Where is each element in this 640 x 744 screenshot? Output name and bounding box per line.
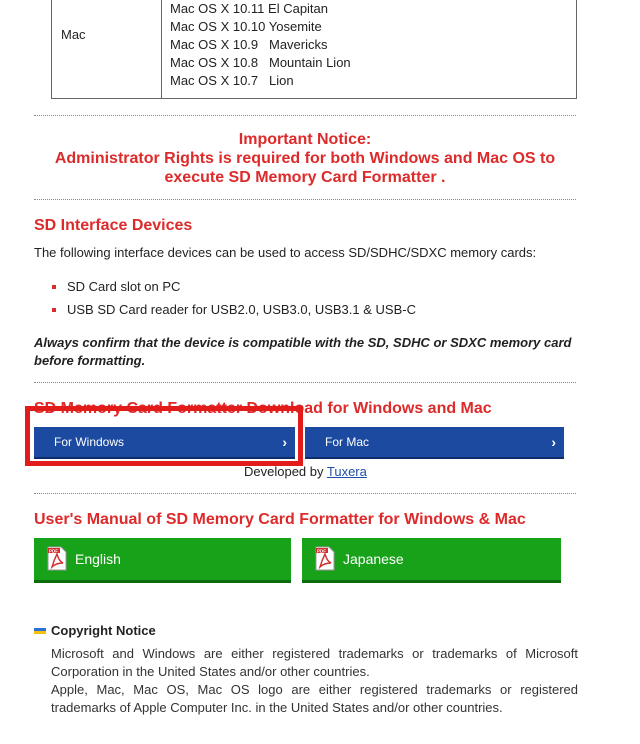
manual-japanese-label: Japanese (343, 551, 404, 567)
divider (34, 382, 576, 383)
svg-text:PDF: PDF (49, 548, 58, 554)
download-heading: SD Memory Card Formatter Download for Windows and Mac (34, 400, 492, 417)
os-compat-table (51, 0, 577, 99)
pdf-icon (46, 546, 68, 571)
divider (34, 115, 576, 116)
download-mac-button[interactable] (305, 427, 564, 457)
copyright-text (51, 645, 578, 717)
developed-by-text: Developed by (244, 464, 324, 479)
notice-title: Important Notice: (238, 131, 372, 148)
divider (34, 493, 576, 494)
os-version: Mac OS X 10.8 Mountain Lion (170, 55, 351, 70)
pdf-icon (314, 546, 336, 571)
os-version: Mac OS X 10.9 Mavericks (170, 37, 328, 52)
notice-line: execute SD Memory Card Formatter . (164, 169, 446, 186)
chevron-right-icon: › (282, 434, 287, 450)
interface-heading: SD Interface Devices (34, 217, 193, 234)
divider (34, 199, 576, 200)
important-notice (34, 130, 576, 187)
manual-heading: User's Manual of SD Memory Card Formatter for Windows & Mac (34, 511, 526, 528)
table-divider (161, 0, 162, 98)
os-version-list (170, 0, 351, 90)
svg-text:PDF: PDF (317, 548, 326, 554)
developed-by (244, 464, 367, 479)
flag-icon (34, 628, 46, 634)
os-version: Mac OS X 10.7 Lion (170, 73, 294, 88)
os-version: Mac OS X 10.11 El Capitan (170, 1, 329, 16)
chevron-right-icon: › (551, 434, 556, 450)
download-windows-button[interactable] (34, 427, 295, 457)
download-windows-label: For Windows (54, 435, 125, 449)
bullet-icon (52, 308, 56, 312)
developer-link[interactable]: Tuxera (326, 464, 367, 479)
notice-line: Administrator Rights is required for both Windows and Mac OS to (54, 150, 556, 167)
manual-english-label: English (75, 551, 121, 567)
interface-intro: The following interface devices can be used to access SD/SDHC/SDXC memory cards: (34, 245, 537, 260)
os-version: Mac OS X 10.10 Yosemite (170, 19, 322, 34)
compatibility-warning: Always confirm that the device is compatible with the SD, SDHC or SDXC memory card before formatting. (34, 335, 572, 368)
copyright-paragraph: Apple, Mac, Mac OS, Mac OS logo are either registered trademarks or registered trademarks of Apple Computer Inc. in the United States and/or other countries. (51, 682, 578, 715)
download-mac-label: For Mac (325, 435, 370, 449)
copyright-title: Copyright Notice (51, 623, 156, 638)
os-platform-label: Mac (61, 27, 86, 42)
bullet-icon (52, 285, 56, 289)
manual-english-button[interactable] (34, 538, 291, 580)
manual-japanese-button[interactable] (302, 538, 561, 580)
copyright-paragraph: Microsoft and Windows are either registered trademarks or trademarks of Microsoft Corporation in the United States and/or other countries. (51, 646, 578, 679)
